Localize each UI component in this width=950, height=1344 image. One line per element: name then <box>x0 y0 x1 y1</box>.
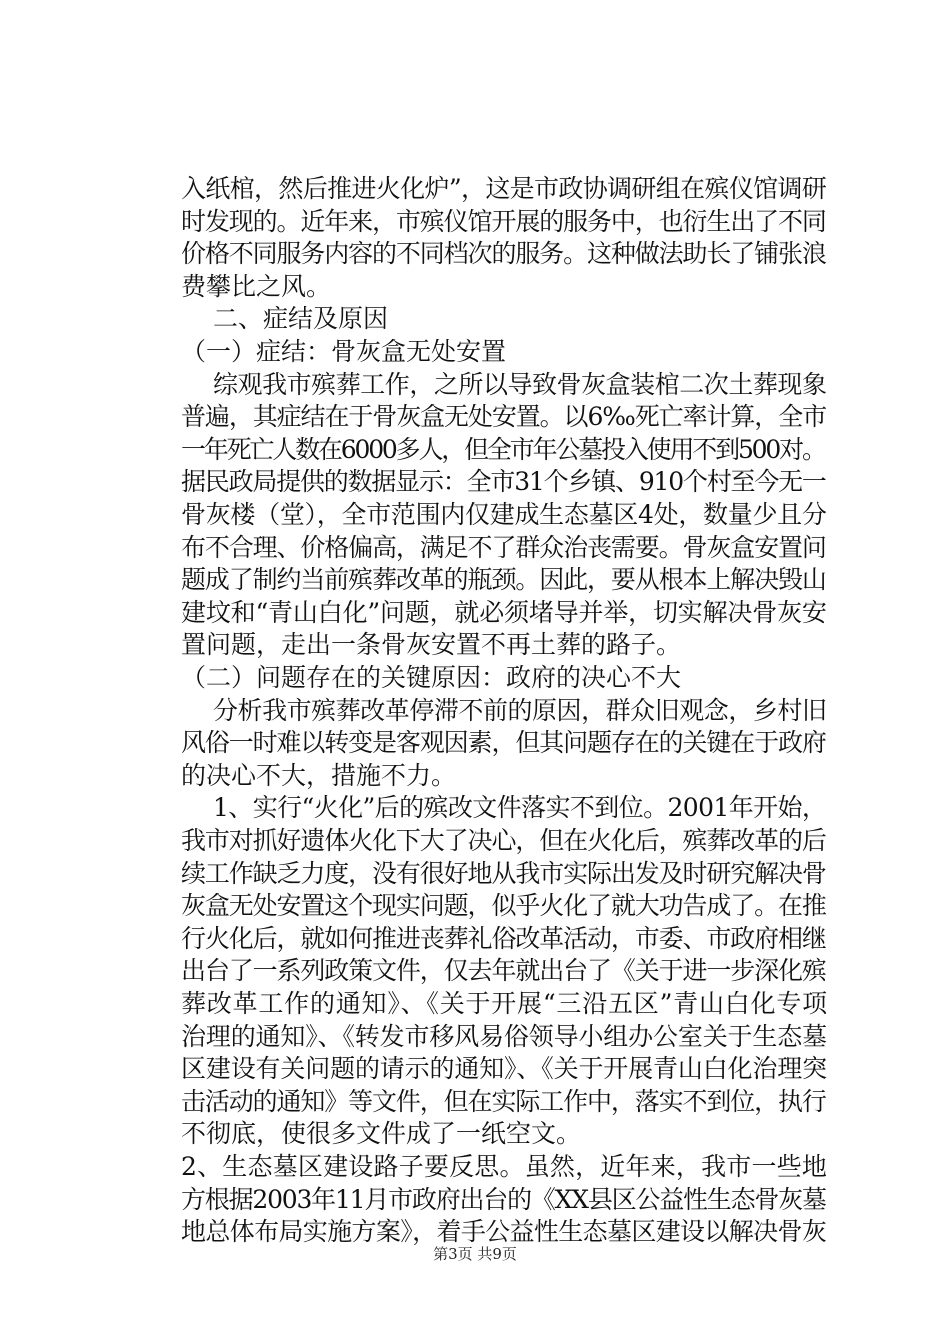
text-line-content: （二）问题存在的关键原因：政府的决心不大 <box>181 663 682 692</box>
text-line-content: （一）症结：骨灰盒无处安置 <box>181 337 507 366</box>
text-line <box>0 726 950 759</box>
text-line-content: 治理的通知》、《转发市移风易俗领导小组办公室关于生态墓 <box>181 1021 827 1051</box>
text-line-content: 分析我市殡葬改革停滞不前的原因，群众旧观念，乡村旧 <box>213 695 827 725</box>
text-line <box>0 302 950 335</box>
text-line <box>0 1020 950 1053</box>
text-line <box>0 922 950 955</box>
text-line <box>0 694 950 727</box>
text-line <box>0 1150 950 1183</box>
text-line-content: 二、症结及原因 <box>213 304 389 334</box>
text-line <box>0 1183 950 1216</box>
text-line <box>0 889 950 922</box>
text-line-content: 建坟和“青山白化”问题，就必须堵导并举，切实解决骨灰安 <box>181 597 827 627</box>
text-line <box>0 1085 950 1118</box>
text-line <box>0 433 950 466</box>
page-footer: 第3页 共9页 <box>433 1245 517 1263</box>
text-line <box>0 498 950 531</box>
text-line <box>0 465 950 498</box>
text-line <box>0 791 950 824</box>
text-line <box>0 596 950 629</box>
text-line <box>0 1052 950 1085</box>
text-line <box>0 628 950 661</box>
text-line-content: 一年死亡人数在6000多人，但全市年公墓投入使用不到500对。 <box>181 434 825 464</box>
text-line-content: 击活动的通知》等文件，但在实际工作中，落实不到位，执行 <box>181 1086 826 1116</box>
text-line <box>0 368 950 401</box>
text-line <box>0 335 950 368</box>
text-line-content: 不彻底，使很多文件成了一纸空文。 <box>181 1119 582 1149</box>
text-line-content: 区建设有关问题的请示的通知》、《关于开展青山白化治理突 <box>181 1054 827 1084</box>
text-line <box>0 400 950 433</box>
text-line-content: 置问题，走出一条骨灰安置不再土葬的路子。 <box>181 630 682 660</box>
text-line-content: 入纸棺，然后推进火化炉”，这是市政协调研组在殡仪馆调研 <box>181 174 827 203</box>
text-line <box>0 270 950 303</box>
text-line <box>0 1117 950 1150</box>
text-line <box>0 661 950 694</box>
text-line <box>0 237 950 270</box>
text-line <box>0 857 950 890</box>
text-line <box>0 205 950 238</box>
text-line <box>0 172 950 205</box>
text-line-content: 据民政局提供的数据显示：全市31个乡镇、910个村至今无一 <box>181 467 826 497</box>
text-line-content: 综观我市殡葬工作，之所以导致骨灰盒装棺二次土葬现象 <box>213 369 827 399</box>
text-line-content: 费攀比之风。 <box>181 271 332 301</box>
text-line-content: 葬改革工作的通知》、《关于开展“三沿五区”青山白化专项 <box>181 989 828 1018</box>
text-line <box>0 563 950 596</box>
text-line-content: 时发现的。近年来，市殡仪馆开展的服务中，也衍生出了不同 <box>181 206 826 236</box>
text-line <box>0 759 950 792</box>
text-line-content: 价格不同服务内容的不同档次的服务。这种做法助长了铺张浪 <box>181 239 826 269</box>
text-line-content: 2、生态墓区建设路子要反思。虽然，近年来，我市一些地 <box>181 1152 828 1181</box>
text-line-content: 题成了制约当前殡葬改革的瓶颈。因此，要从根本上解决毁山 <box>181 565 826 595</box>
text-line <box>0 531 950 564</box>
text-line-content: 普遍，其症结在于骨灰盒无处安置。以6‰死亡率计算，全市 <box>181 402 827 432</box>
text-line-content: 1、实行“火化”后的殡改文件落实不到位。2001年开始， <box>213 793 827 823</box>
text-line-content: 灰盒无处安置这个现实问题，似乎火化了就大功告成了。在推 <box>181 891 826 921</box>
text-line-content: 我市对抓好遗体火化下大了决心，但在火化后，殡葬改革的后 <box>181 826 826 855</box>
text-line <box>0 824 950 857</box>
text-line-content: 骨灰楼（堂），全市范围内仅建成生态墓区4处，数量少且分 <box>181 500 827 529</box>
text-line-content: 续工作缺乏力度，没有很好地从我市实际出发及时研究解决骨 <box>181 858 826 888</box>
text-line-content: 的决心不大，措施不力。 <box>181 760 457 790</box>
text-line <box>0 987 950 1020</box>
text-line-content: 地总体布局实施方案》，着手公益性生态墓区建设以解决骨灰 <box>181 1217 827 1247</box>
text-line-content: 方根据2003年11月市政府出台的《XX县区公益性生态骨灰墓 <box>181 1184 826 1214</box>
text-line <box>0 954 950 987</box>
text-line-content: 风俗一时难以转变是客观因素，但其问题存在的关键在于政府 <box>181 728 826 758</box>
text-line-content: 布不合理、价格偏高，满足不了群众治丧需要。骨灰盒安置问 <box>181 532 826 562</box>
text-line-content: 出台了一系列政策文件，仅去年就出台了《关于进一步深化殡 <box>181 956 826 986</box>
text-line-content: 行火化后，就如何推进丧葬礼俗改革活动，市委、市政府相继 <box>181 923 826 953</box>
